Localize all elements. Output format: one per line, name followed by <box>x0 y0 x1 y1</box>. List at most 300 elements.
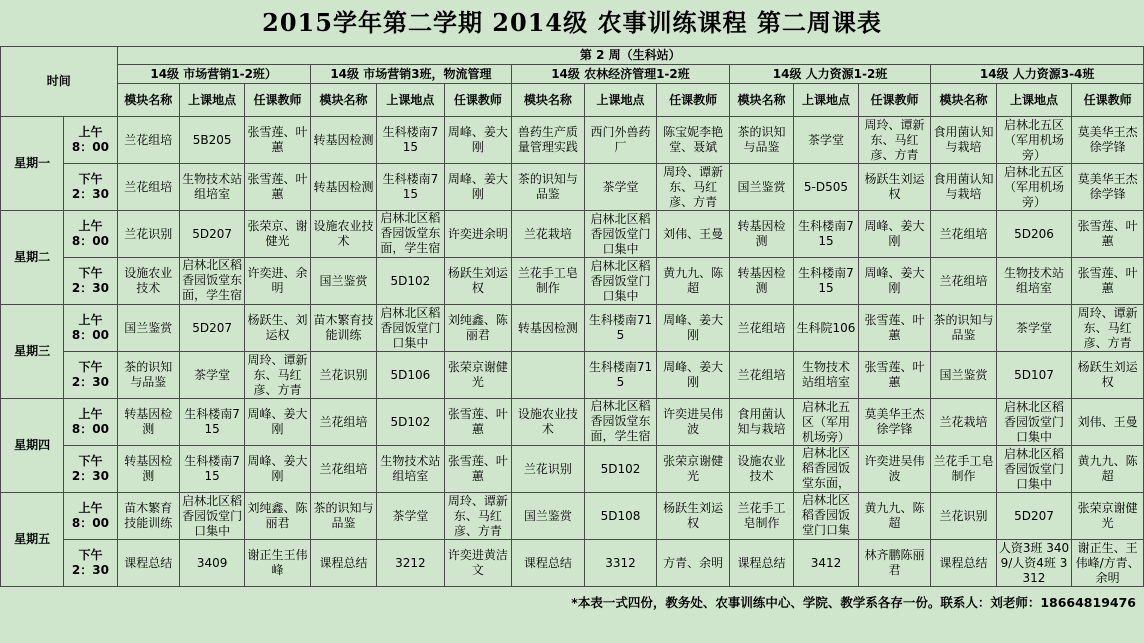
module-name-cell <box>117 305 179 352</box>
location-cell <box>996 117 1072 164</box>
cell-text: 5D207 <box>1014 508 1054 523</box>
class-group-header: 14级 市场营销3班，物流管理 <box>310 65 511 84</box>
cell-text: 5-D505 <box>803 179 849 194</box>
cell-text: 刘纯鑫、陈丽君 <box>247 501 308 530</box>
cell-text: 黄九九、陈超 <box>864 501 925 530</box>
module-name-cell <box>310 117 376 164</box>
cell-text: 转基因检测 <box>737 266 786 295</box>
cell-text: 许奕进吴伟波 <box>864 454 925 483</box>
cell-text: 兰花组培 <box>124 179 173 194</box>
teacher-cell <box>1072 446 1144 493</box>
teacher-cell <box>1072 117 1144 164</box>
cell-text: 转基因检测 <box>313 179 374 194</box>
cell-text: 西门外兽药厂 <box>590 125 651 154</box>
module-name-cell <box>310 540 376 587</box>
module-name-cell <box>117 493 179 540</box>
location-cell <box>794 117 858 164</box>
period-label <box>64 258 117 305</box>
teacher-cell <box>245 211 310 258</box>
cell-text: 兰花手工皂制作 <box>737 501 786 530</box>
cell-text: 林齐鹏陈丽君 <box>864 548 925 577</box>
location-cell <box>377 446 444 493</box>
location-cell <box>794 352 858 399</box>
teacher-cell <box>657 399 730 446</box>
cell-text: 课程总结 <box>124 555 173 570</box>
location-cell <box>996 352 1072 399</box>
schedule-row <box>1 399 1144 446</box>
cell-text: 茶学堂 <box>194 367 231 382</box>
class-group-header: 14级 人力资源1-2班 <box>729 65 930 84</box>
period-label <box>64 164 117 211</box>
location-cell <box>996 540 1072 587</box>
schedule-row <box>1 352 1144 399</box>
cell-text: 许奕进、余明 <box>247 266 308 295</box>
teacher-cell <box>657 540 730 587</box>
location-header: 上课地点 <box>996 84 1072 117</box>
teacher-cell <box>1072 352 1144 399</box>
module-name-cell <box>310 446 376 493</box>
cell-text: 茶学堂 <box>1015 320 1052 335</box>
location-cell <box>377 399 444 446</box>
cell-text: 张雪莲、叶蕙 <box>864 313 925 342</box>
location-cell <box>794 305 858 352</box>
location-cell <box>179 540 244 587</box>
cell-text: 许奕进余明 <box>447 226 508 241</box>
cell-text: 苗木繁育技能训练 <box>124 501 173 530</box>
period-label <box>64 399 117 446</box>
cell-text: 生科楼南715 <box>184 454 240 483</box>
schedule-row <box>1 540 1144 587</box>
location-cell <box>377 258 444 305</box>
location-cell <box>377 211 444 258</box>
teacher-cell <box>245 258 310 305</box>
cell-text: 张雪莲、叶蕙 <box>447 407 508 436</box>
teacher-cell <box>858 258 931 305</box>
cell-text: 兰花栽培 <box>523 226 572 241</box>
cell-text: 茶的识知与品鉴 <box>124 360 173 389</box>
period-label <box>64 117 117 164</box>
cell-text: 转基因检测 <box>124 407 173 436</box>
module-name-cell <box>729 493 793 540</box>
schedule-row <box>1 446 1144 493</box>
cell-text: 莫美华王杰徐学锋 <box>864 407 925 436</box>
cell-text: 食用菌认知与栽培 <box>737 407 786 436</box>
cell-text: 国兰鉴赏 <box>737 179 786 194</box>
cell-text: 兰花栽培 <box>939 414 988 429</box>
cell-text: 兰花组培 <box>124 132 173 147</box>
cell-text: 启林北区稻香园饭堂门口集中 <box>590 211 651 256</box>
location-cell <box>794 211 858 258</box>
cell-text: 食用菌认知与栽培 <box>933 172 994 201</box>
cell-text: 莫美华王杰徐学锋 <box>1077 125 1138 154</box>
module-name-header: 模块名称 <box>931 84 996 117</box>
module-name-cell <box>310 211 376 258</box>
location-cell <box>179 399 244 446</box>
cell-text: 张雪莲、叶蕙 <box>447 454 508 483</box>
module-name-cell <box>931 352 996 399</box>
cell-text: 兰花组培 <box>319 461 368 476</box>
cell-text: 生科楼南715 <box>184 407 240 436</box>
location-cell <box>179 493 244 540</box>
location-cell <box>179 305 244 352</box>
cell-text: 启林北五区（军用机场旁） <box>1003 164 1064 209</box>
module-name-cell <box>729 352 793 399</box>
teacher-cell <box>245 117 310 164</box>
location-cell <box>584 258 657 305</box>
module-name-cell <box>931 399 996 446</box>
teacher-cell <box>657 211 730 258</box>
module-name-cell <box>512 164 585 211</box>
location-cell <box>179 164 244 211</box>
page-title: 2015学年第二学期 2014级 农事训练课程 第二周课表 <box>262 8 882 37</box>
cell-text: 兰花手工皂制作 <box>933 454 994 483</box>
cell-text: 兰花组培 <box>737 367 786 382</box>
module-name-header: 模块名称 <box>729 84 793 117</box>
cell-text: 设施农业技术 <box>124 266 173 295</box>
module-name-header: 模块名称 <box>310 84 376 117</box>
day-label: 星期四 <box>1 399 64 493</box>
schedule-row <box>1 164 1144 211</box>
cell-text: 张荣京谢健光 <box>447 360 508 389</box>
location-header: 上课地点 <box>584 84 657 117</box>
cell-text: 国兰鉴赏 <box>319 273 368 288</box>
teacher-cell <box>1072 493 1144 540</box>
class-group-header: 14级 人力资源3-4班 <box>931 65 1144 84</box>
period-name: 上午 <box>78 125 103 139</box>
cell-text: 5D102 <box>600 461 641 476</box>
cell-text: 兰花识别 <box>124 226 173 241</box>
cell-text: 启林北区稻香园饭堂东面， <box>801 446 850 490</box>
schedule-row <box>1 117 1144 164</box>
cell-text: 张荣京、谢健光 <box>247 219 308 248</box>
cell-text: 3212 <box>395 555 426 570</box>
module-name-cell <box>310 399 376 446</box>
teacher-cell <box>245 305 310 352</box>
module-name-cell <box>512 446 585 493</box>
cell-text: 启林北区稻香园饭堂门口集中 <box>590 258 651 303</box>
module-name-cell <box>512 305 585 352</box>
cell-text: 黄九九、陈超 <box>663 266 724 295</box>
cell-text: 莫美华王杰徐学锋 <box>1077 172 1138 201</box>
teacher-header: 任课教师 <box>444 84 511 117</box>
teacher-cell <box>444 540 511 587</box>
module-name-cell <box>931 164 996 211</box>
location-cell <box>794 540 858 587</box>
teacher-cell <box>245 164 310 211</box>
location-cell <box>794 493 858 540</box>
cell-text: 转基因检测 <box>124 454 173 483</box>
cell-text: 启林北区稻香园饭堂东面，学生宿 <box>380 211 441 255</box>
schedule-row <box>1 211 1144 258</box>
teacher-cell <box>444 352 511 399</box>
cell-text: 课程总结 <box>939 555 988 570</box>
location-cell <box>996 446 1072 493</box>
module-name-cell <box>729 305 793 352</box>
cell-text: 张荣京谢健光 <box>1077 501 1138 530</box>
teacher-cell <box>1072 258 1144 305</box>
cell-text: 周峰、姜大刚 <box>247 454 308 483</box>
location-cell <box>996 211 1072 258</box>
schedule-row <box>1 305 1144 352</box>
cell-text: 兰花识别 <box>939 508 988 523</box>
location-cell <box>179 211 244 258</box>
cell-text: 兰花手工皂制作 <box>517 266 578 295</box>
cell-text: 5D207 <box>192 320 232 335</box>
cell-text: 5D106 <box>390 367 431 382</box>
teacher-cell <box>1072 540 1144 587</box>
teacher-cell <box>657 258 730 305</box>
cell-text: 兰花组培 <box>319 414 368 429</box>
module-name-cell <box>729 117 793 164</box>
cell-text: 生物技术站组培室 <box>1003 266 1064 295</box>
cell-text: 课程总结 <box>319 555 368 570</box>
module-name-cell <box>512 399 585 446</box>
cell-text: 张雪莲、叶蕙 <box>1077 266 1138 295</box>
module-name-cell <box>512 352 585 399</box>
module-name-cell <box>310 258 376 305</box>
module-name-cell <box>931 305 996 352</box>
period-time: 2：30 <box>71 187 109 201</box>
cell-text: 刘伟、王曼 <box>1077 414 1138 429</box>
cell-text: 生科楼南715 <box>588 360 653 389</box>
teacher-cell <box>657 493 730 540</box>
cell-text: 方青、余明 <box>663 555 724 570</box>
location-cell <box>179 117 244 164</box>
location-cell <box>996 258 1072 305</box>
cell-text: 刘纯鑫、陈丽君 <box>447 313 508 342</box>
teacher-cell <box>245 352 310 399</box>
period-time: 8：00 <box>71 516 109 530</box>
period-name: 下午 <box>78 266 103 280</box>
period-label <box>64 446 117 493</box>
teacher-cell <box>245 446 310 493</box>
teacher-cell <box>444 446 511 493</box>
location-cell <box>584 211 657 258</box>
cell-text: 启林北区稻香园饭堂门口集中 <box>1003 399 1064 444</box>
module-name-cell <box>512 211 585 258</box>
module-name-cell <box>512 117 585 164</box>
module-name-cell <box>931 446 996 493</box>
teacher-cell <box>858 540 931 587</box>
cell-text: 启林北区稻香园饭堂门口集中 <box>1003 446 1064 491</box>
cell-text: 张雪莲、叶蕙 <box>247 172 308 201</box>
location-cell <box>377 493 444 540</box>
cell-text: 生科楼南715 <box>798 266 854 295</box>
period-name: 下午 <box>78 172 103 186</box>
module-name-cell <box>117 352 179 399</box>
cell-text: 杨跃生刘运权 <box>447 266 508 295</box>
period-name: 下午 <box>78 548 103 562</box>
location-cell <box>584 117 657 164</box>
cell-text: 生科楼南715 <box>382 172 439 201</box>
period-time: 2：30 <box>71 563 109 577</box>
location-cell <box>584 446 657 493</box>
cell-text: 茶的识知与品鉴 <box>517 172 578 201</box>
period-time: 8：00 <box>71 140 109 154</box>
cell-text: 周峰、姜大刚 <box>864 219 925 248</box>
cell-text: 生科楼南715 <box>798 219 854 248</box>
cell-text: 设施农业技术 <box>313 219 374 248</box>
cell-text: 张荣京谢健光 <box>663 454 724 483</box>
period-name: 上午 <box>78 407 103 421</box>
cell-text: 3409 <box>196 555 228 570</box>
teacher-cell <box>657 164 730 211</box>
location-cell <box>996 399 1072 446</box>
cell-text: 兰花组培 <box>737 320 786 335</box>
cell-text: 5D207 <box>192 226 232 241</box>
cell-text: 陈宝妮李艳堂、聂斌 <box>663 125 724 154</box>
module-name-cell <box>729 164 793 211</box>
location-header: 上课地点 <box>179 84 244 117</box>
location-cell <box>584 164 657 211</box>
cell-text: 5D206 <box>1014 226 1054 241</box>
cell-text: 茶的识知与品鉴 <box>313 501 374 530</box>
cell-text: 谢正生、王伟峰/方青、余明 <box>1075 540 1140 585</box>
week-header: 第 2 周（生科站） <box>117 47 1143 65</box>
cell-text: 杨跃生刘运权 <box>864 172 925 201</box>
period-time: 2：30 <box>71 375 109 389</box>
teacher-cell <box>657 305 730 352</box>
cell-text: 设施农业技术 <box>737 454 786 483</box>
teacher-cell <box>444 211 511 258</box>
location-cell <box>794 164 858 211</box>
class-group-header: 14级 农林经济管理1-2班 <box>512 65 730 84</box>
day-label: 星期三 <box>1 305 64 399</box>
cell-text: 茶学堂 <box>602 179 639 194</box>
cell-text: 食用菌认知与栽培 <box>933 125 994 154</box>
cell-text: 周玲、谭新东、马红彦、方青 <box>864 117 925 162</box>
cell-text: 张雪莲、叶蕙 <box>864 360 925 389</box>
time-header: 时间 <box>1 47 118 117</box>
module-name-header: 模块名称 <box>512 84 585 117</box>
cell-text: 兰花组培 <box>939 226 988 241</box>
cell-text: 启林北区稻香园饭堂门口集 <box>801 493 850 537</box>
teacher-cell <box>444 258 511 305</box>
class-group-header: 14级 市场营销1-2班） <box>117 65 310 84</box>
cell-text: 3312 <box>605 555 636 570</box>
teacher-header: 任课教师 <box>245 84 310 117</box>
location-cell <box>996 164 1072 211</box>
cell-text: 兽药生产质量管理实践 <box>517 125 578 154</box>
cell-text: 启林北区稻香园饭堂门口集中 <box>182 493 243 538</box>
cell-text: 启林北区稻香园饭堂东面，学生宿 <box>590 399 651 443</box>
teacher-cell <box>1072 305 1144 352</box>
cell-text: 谢正生王伟峰 <box>247 548 308 577</box>
cell-text: 许奕进吴伟波 <box>663 407 724 436</box>
cell-text: 国兰鉴赏 <box>523 508 572 523</box>
location-cell <box>377 117 444 164</box>
module-name-cell <box>117 399 179 446</box>
cell-text: 生物技术站组培室 <box>801 360 850 389</box>
cell-text: 国兰鉴赏 <box>939 367 988 382</box>
cell-text: 茶学堂 <box>807 132 844 147</box>
cell-text: 兰花识别 <box>319 367 368 382</box>
cell-text: 周峰、姜大刚 <box>663 360 724 389</box>
cell-text: 周玲、谭新东、马红彦、方青 <box>1077 305 1138 350</box>
location-cell <box>179 352 244 399</box>
period-time: 2：30 <box>71 281 109 295</box>
module-name-cell <box>512 540 585 587</box>
cell-text: 许奕进黄洁文 <box>447 548 508 577</box>
cell-text: 启林北五区（军用机场旁） <box>801 399 850 444</box>
teacher-cell <box>1072 164 1144 211</box>
cell-text: 兰花组培 <box>939 273 988 288</box>
cell-text: 周峰、姜大刚 <box>447 172 508 201</box>
cell-text: 茶的识知与品鉴 <box>933 313 994 342</box>
teacher-cell <box>444 117 511 164</box>
module-name-cell <box>310 352 376 399</box>
location-header: 上课地点 <box>377 84 444 117</box>
module-name-cell <box>931 493 996 540</box>
cell-text: 启林北区稻香园饭堂门口集中 <box>380 305 441 350</box>
cell-text: 课程总结 <box>737 555 786 570</box>
module-name-cell <box>117 117 179 164</box>
cell-text: 兰花识别 <box>523 461 572 476</box>
module-name-cell <box>310 305 376 352</box>
teacher-cell <box>858 446 931 493</box>
location-cell <box>996 493 1072 540</box>
cell-text: 人资3班 3409/人资4班 3312 <box>998 540 1070 585</box>
teacher-cell <box>1072 399 1144 446</box>
location-cell <box>377 164 444 211</box>
cell-text: 转基因检测 <box>737 219 786 248</box>
location-cell <box>377 352 444 399</box>
cell-text: 生物技术站组培室 <box>380 454 441 483</box>
period-name: 下午 <box>78 360 103 374</box>
cell-text: 转基因检测 <box>517 320 578 335</box>
cell-text: 周峰、姜大刚 <box>447 125 508 154</box>
location-cell <box>584 493 657 540</box>
teacher-cell <box>858 352 931 399</box>
period-label <box>64 211 117 258</box>
cell-text: 张雪莲、叶蕙 <box>247 125 308 154</box>
location-cell <box>179 446 244 493</box>
location-cell <box>584 540 657 587</box>
module-name-cell <box>117 164 179 211</box>
cell-text: 周峰、姜大刚 <box>247 407 308 436</box>
day-label: 星期五 <box>1 493 64 587</box>
period-name: 下午 <box>78 454 103 468</box>
cell-text: 茶学堂 <box>392 508 429 523</box>
schedule-table <box>0 46 1144 587</box>
teacher-cell <box>858 399 931 446</box>
schedule-row <box>1 258 1144 305</box>
teacher-cell <box>858 117 931 164</box>
teacher-cell <box>245 493 310 540</box>
teacher-cell <box>858 211 931 258</box>
location-cell <box>179 258 244 305</box>
location-cell <box>794 399 858 446</box>
cell-text: 5D107 <box>1014 367 1054 382</box>
footer-note: *本表一式四份，教务处、农事训练中心、学院、教学系各存一份。联系人：刘老师：18664819476 <box>571 595 1136 610</box>
period-time: 8：00 <box>71 234 109 248</box>
cell-text: 苗木繁育技能训练 <box>313 313 374 342</box>
schedule-row <box>1 493 1144 540</box>
teacher-cell <box>858 305 931 352</box>
cell-text: 张雪莲、叶蕙 <box>1077 219 1138 248</box>
teacher-header: 任课教师 <box>657 84 730 117</box>
teacher-header: 任课教师 <box>1072 84 1144 117</box>
cell-text: 3412 <box>810 555 842 570</box>
location-cell <box>794 258 858 305</box>
cell-text: 国兰鉴赏 <box>124 320 173 335</box>
teacher-cell <box>858 493 931 540</box>
module-name-cell <box>729 258 793 305</box>
location-cell <box>794 446 858 493</box>
period-name: 上午 <box>78 219 103 233</box>
location-cell <box>584 399 657 446</box>
period-time: 8：00 <box>71 422 109 436</box>
